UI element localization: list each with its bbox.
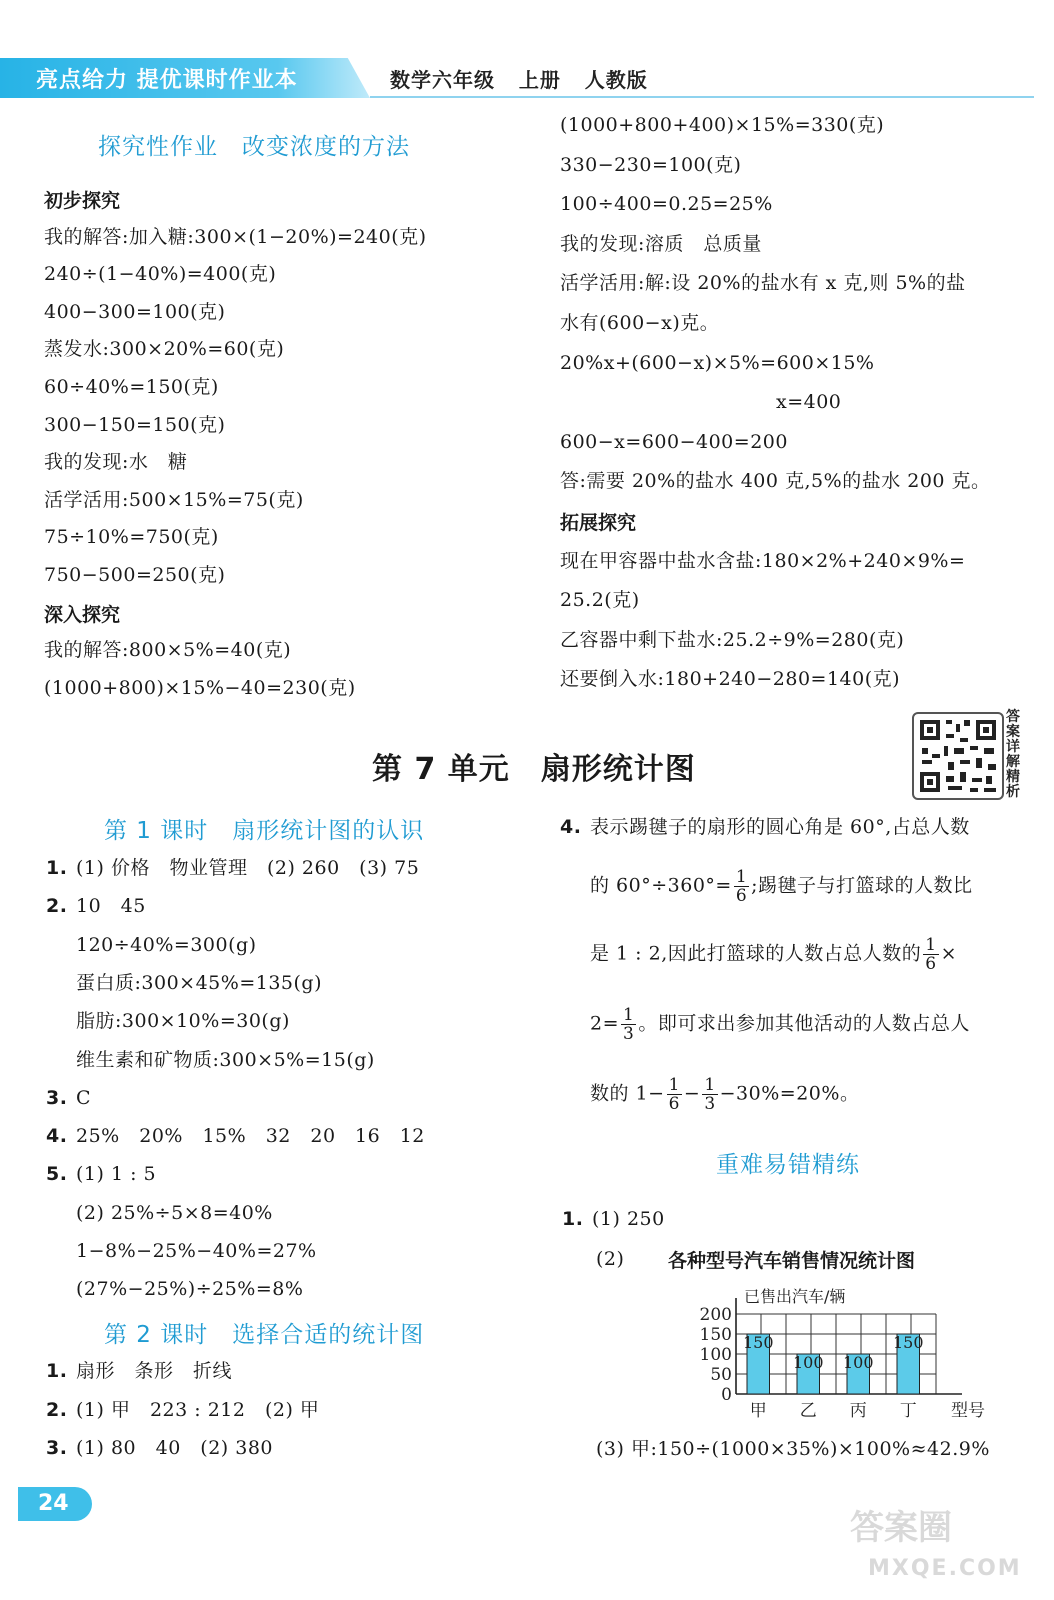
q4-number: 4. [560, 816, 582, 838]
q4-line5b: − [683, 1082, 701, 1105]
page-number: 24 [18, 1487, 92, 1521]
answer-line: 1. 扇形 条形 折线 [46, 1360, 233, 1382]
explore-left-column [44, 186, 514, 706]
q4-line3a: 是 1 : 2,因此打篮球的人数占总人数的 [590, 942, 922, 965]
answer-line: 20%x+(600−x)×5%=600×15% [560, 351, 875, 374]
lesson1-title: 第 1 课时 扇形统计图的认识 [104, 818, 425, 844]
answer-line: 100÷400=0.25=25% [560, 193, 773, 216]
fraction-1-6: $\frac{1}{6}$ [735, 867, 748, 906]
hard-q1-part1: 1. (1) 250 [562, 1208, 665, 1230]
hard-q1-part3: (3) 甲:150÷(1000×35%)×100%≈42.9% [596, 1438, 990, 1460]
answer-line: 乙容器中剩下盐水:25.2÷9%=280(克) [560, 628, 905, 651]
answer-line: 2. 10 45 [46, 895, 146, 918]
data-label: 100 [792, 1353, 824, 1372]
explore-title: 探究性作业 改变浓度的方法 [98, 134, 410, 160]
hard-q1-part2-label: (2) [596, 1248, 625, 1270]
answer-line: 75÷10%=750(克) [44, 526, 219, 549]
answer-line: 300−150=150(克) [44, 413, 226, 436]
answer-line: 活学活用:解:设 20%的盐水有 x 克,则 5%的盐 [560, 272, 966, 295]
question-number: 3. [46, 1086, 68, 1109]
question-number: 5. [46, 1163, 68, 1186]
answer-line: 维生素和矿物质:300×5%=15(g) [76, 1048, 375, 1071]
question-4 [560, 812, 1034, 1122]
header-rule [370, 96, 1034, 98]
answer-line: 还要倒入水:180+240−280=140(克) [560, 668, 901, 691]
answer-line: 我的发现:水 糖 [44, 451, 188, 474]
answer-line: 240÷(1−40%)=400(克) [44, 263, 277, 286]
answer-line: 4. 25% 20% 15% 32 20 16 12 [46, 1125, 425, 1148]
question-number: 1. [46, 1360, 68, 1382]
answer-line: 我的发现:溶质 总质量 [560, 232, 762, 255]
answer-line: 1. (1) 价格 物业管理 (2) 260 (3) 75 [46, 857, 420, 879]
answer-line: 脂肪:300×10%=30(g) [76, 1010, 290, 1033]
answer-line: 蛋白质:300×45%=135(g) [76, 971, 322, 994]
answer-line: (1000+800)×15%−40=230(克) [44, 676, 356, 699]
answer-line: 蒸发水:300×20%=60(克) [44, 338, 285, 361]
y-axis-label: 已售出汽车/辆 [744, 1287, 846, 1306]
answer-line: 25.2(克) [560, 589, 640, 612]
q4-line4a: 2= [590, 1012, 620, 1035]
answer-line: (1000+800+400)×15%=330(克) [560, 114, 885, 136]
data-label: 100 [842, 1353, 874, 1372]
answer-line: 2. (1) 甲 223 : 212 (2) 甲 [46, 1398, 320, 1421]
answer-line: 现在甲容器中盐水含盐:180×2%+240×9%= [560, 549, 966, 572]
bar-chart [690, 1282, 990, 1424]
answer-line: 330−230=100(克) [560, 153, 742, 176]
watermark-url: MXQE.COM [868, 1556, 1022, 1581]
q4-line2a: 的 60°÷360°= [590, 874, 732, 897]
lesson2-title: 第 2 课时 选择合适的统计图 [104, 1322, 425, 1348]
qr-label: 答案详解精析 [1006, 709, 1020, 800]
section-heading: 拓展探究 [560, 512, 637, 534]
data-label: 150 [892, 1333, 924, 1352]
book-info: 数学六年级 上册 人教版 [390, 68, 648, 92]
answer-line: 水有(600−x)克。 [560, 312, 720, 334]
q4-line1: 表示踢毽子的扇形的圆心角是 60°,占总人数 [590, 816, 970, 838]
y-tick-label: 0 [721, 1385, 732, 1405]
category-label: 丙 [849, 1401, 867, 1421]
answer-line: (2) 25%÷5×8=40% [76, 1201, 273, 1224]
fraction-1-3b: $\frac{1}{3}$ [704, 1075, 716, 1114]
brand-title: 亮点给力 提优课时作业本 [36, 68, 298, 93]
y-tick-label: 200 [699, 1305, 732, 1325]
answer-line: 400−300=100(克) [44, 300, 226, 323]
question-number: 3. [46, 1437, 68, 1459]
question-number: 2. [46, 1398, 68, 1421]
answer-line: 120÷40%=300(g) [76, 933, 257, 956]
q4-line5c: −30%=20%。 [719, 1082, 860, 1105]
answer-line: (27%−25%)÷25%=8% [76, 1278, 304, 1301]
chart-title: 各种型号汽车销售情况统计图 [668, 1250, 916, 1272]
watermark-logo: 答案圈 [850, 1508, 952, 1548]
answer-line: 答:需要 20%的盐水 400 克,5%的盐水 200 克。 [560, 470, 991, 493]
fraction-1-3: $\frac{1}{3}$ [623, 1005, 635, 1044]
q4-line4b: 。即可求出参加其他活动的人数占总人 [638, 1012, 970, 1035]
answer-line: x=400 [776, 391, 842, 414]
category-label: 丁 [899, 1401, 917, 1421]
answer-line: 我的解答:800×5%=40(克) [44, 639, 292, 662]
answer-line: 我的解答:加入糖:300×(1−20%)=240(克) [44, 225, 427, 248]
section-heading: 深入探究 [44, 603, 121, 626]
question-number: 1. [46, 857, 68, 879]
y-tick-label: 50 [710, 1365, 732, 1385]
category-label: 甲 [749, 1401, 767, 1421]
q4-line3b: × [940, 942, 957, 965]
explore-right-column [560, 112, 1034, 702]
answer-line: 3. (1) 80 40 (2) 380 [46, 1437, 274, 1459]
answer-line: 5. (1) 1 : 5 [46, 1163, 157, 1186]
lesson1-answers [46, 855, 526, 1315]
answer-line: 600−x=600−400=200 [560, 430, 788, 453]
hard-practice-title: 重难易错精练 [716, 1152, 860, 1178]
y-tick-label: 100 [699, 1345, 732, 1365]
q4-line5a: 数的 1− [590, 1082, 665, 1105]
answer-line: 活学活用:500×15%=75(克) [44, 488, 304, 511]
unit-title: 第 7 单元 扇形统计图 [372, 752, 696, 787]
qr-code[interactable] [912, 712, 1004, 800]
fraction-1-6b: $\frac{1}{6}$ [925, 935, 937, 974]
fraction-1-6c: $\frac{1}{6}$ [668, 1075, 680, 1114]
answer-line: 3. C [46, 1086, 92, 1109]
x-axis-label: 型号 [951, 1401, 985, 1421]
question-number: 2. [46, 895, 68, 918]
category-label: 乙 [799, 1401, 817, 1421]
lesson2-answers [46, 1358, 526, 1468]
answer-line: 1−8%−25%−40%=27% [76, 1240, 317, 1262]
answer-line: 60÷40%=150(克) [44, 376, 219, 398]
y-tick-label: 150 [699, 1325, 732, 1345]
q4-line2b: ;踢毽子与打篮球的人数比 [751, 874, 973, 897]
data-label: 150 [742, 1333, 774, 1352]
section-heading: 初步探究 [44, 190, 121, 212]
answer-line: 750−500=250(克) [44, 564, 226, 586]
question-number: 4. [46, 1125, 68, 1148]
